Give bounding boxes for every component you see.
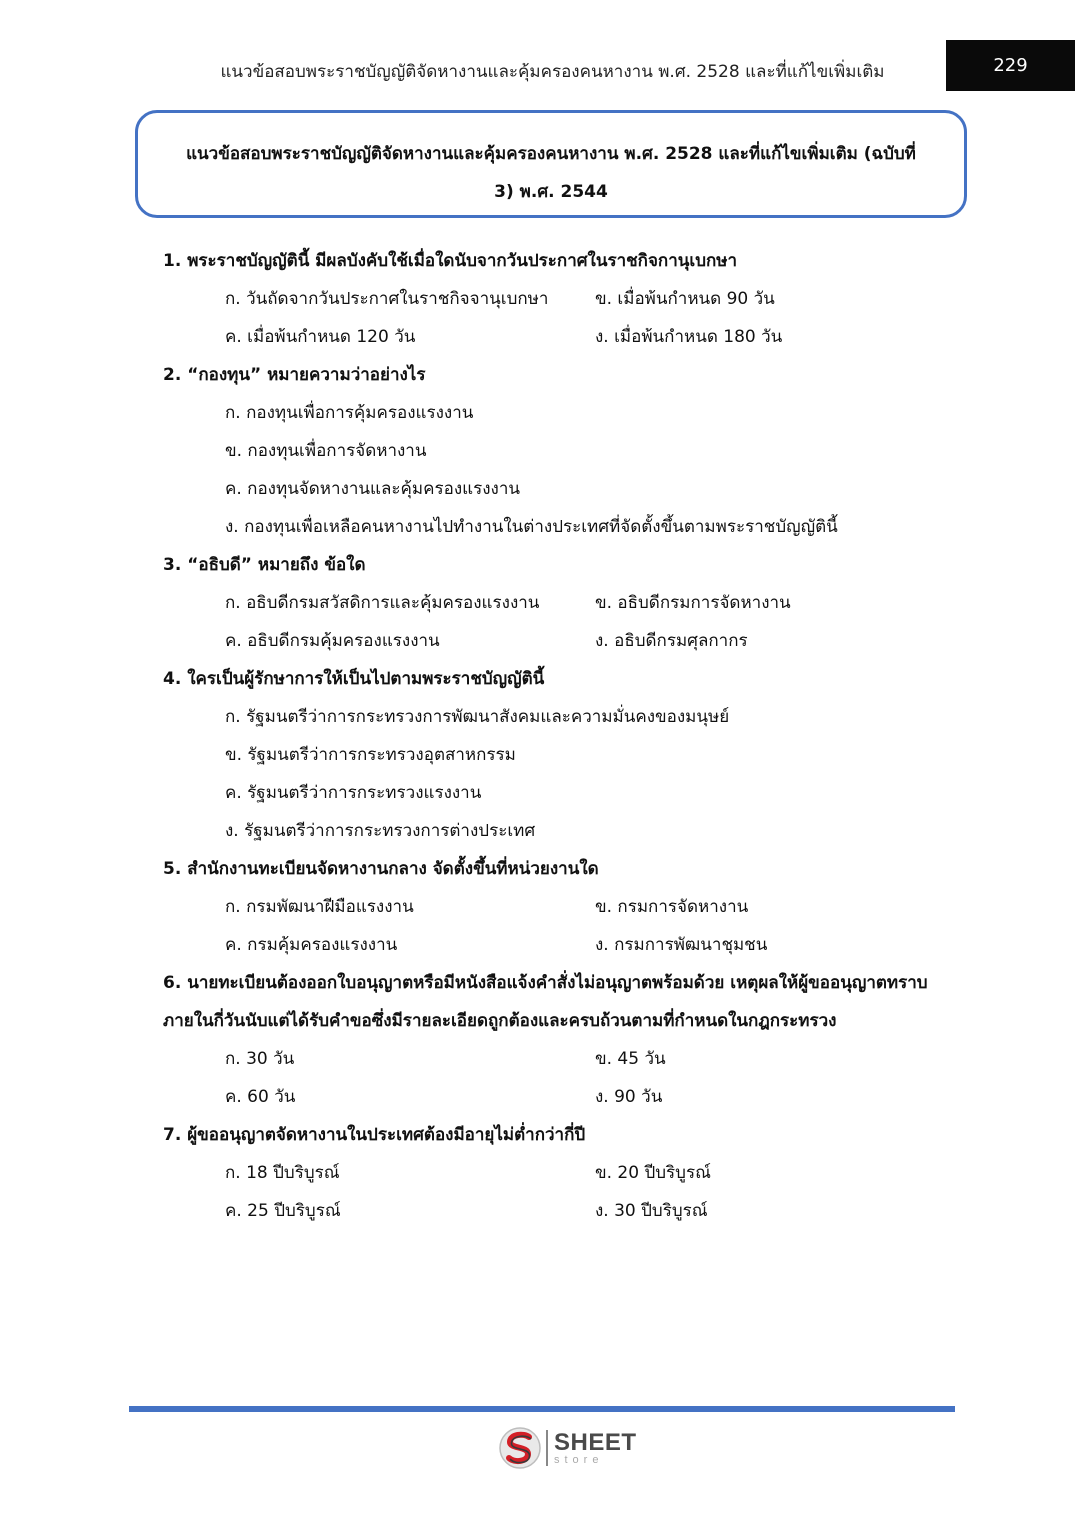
option-d: ง. กองทุนเพื่อเหลือคนหางานไปทำงานในต่างประเทศที่จัดตั้งขึ้นตามพระราชบัญญัตินี้	[225, 517, 838, 537]
option-b: ข. กองทุนเพื่อการจัดหางาน	[225, 441, 427, 461]
option-c: ค. กรมคุ้มครองแรงงาน	[225, 935, 398, 955]
option-a: ก. กองทุนเพื่อการคุ้มครองแรงงาน	[225, 403, 474, 423]
option-d: ง. 30 ปีบริบูรณ์	[595, 1201, 708, 1221]
question-text: 6. นายทะเบียนต้องออกใบอนุญาตหรือมีหนังสือแจ้งคำสั่งไม่อนุญาตพร้อมด้วย เหตุผลให้ผู้ขออนุญาตทราบภายในกี่วันนับแต่ได้รับคำขอซึ่งมีรายละเอียดถูกต้องและครบถ้วนตามที่กำหนดในกฎกระทรวง	[163, 973, 928, 1031]
footer-divider	[129, 1406, 955, 1412]
option-b: ข. รัฐมนตรีว่าการกระทรวงอุตสาหกรรม	[225, 745, 516, 765]
question-1	[163, 242, 963, 356]
logo-separator	[546, 1430, 548, 1466]
option-c: ค. 25 ปีบริบูรณ์	[225, 1201, 341, 1221]
question-3	[163, 546, 963, 660]
option-row	[163, 1078, 963, 1116]
option-a: ก. รัฐมนตรีว่าการกระทรวงการพัฒนาสังคมและความมั่นคงของมนุษย์	[225, 707, 730, 727]
question-4	[163, 660, 963, 850]
question-text: 5. สำนักงานทะเบียนจัดหางานกลาง จัดตั้งขึ้นที่หน่วยงานใด	[163, 859, 599, 879]
option-row	[163, 1154, 963, 1192]
question-7	[163, 1116, 963, 1230]
option-a: ก. วันถัดจากวันประกาศในราชกิจจานุเบกษา	[225, 289, 549, 309]
page-number-box	[946, 40, 1075, 91]
option-b: ข. 20 ปีบริบูรณ์	[595, 1163, 711, 1183]
question-text: 7. ผู้ขออนุญาตจัดหางานในประเทศต้องมีอายุไม่ต่ำกว่ากี่ปี	[163, 1125, 586, 1145]
option-b: ข. อธิบดีกรมการจัดหางาน	[595, 593, 791, 613]
question-text: 2. “กองทุน” หมายความว่าอย่างไร	[163, 365, 426, 385]
logo-name: SHEET	[554, 1428, 637, 1456]
option-b: ข. กรมการจัดหางาน	[595, 897, 749, 917]
option-a: ก. กรมพัฒนาฝีมือแรงงาน	[225, 897, 414, 917]
section-title-line1: แนวข้อสอบพระราชบัญญัติจัดหางานและคุ้มครองคนหางาน พ.ศ. 2528 และที่แก้ไขเพิ่มเติม (ฉบับที่	[186, 144, 916, 164]
option-d: ง. เมื่อพ้นกำหนด 180 วัน	[595, 327, 783, 347]
option-row	[163, 584, 963, 622]
sheet-logo-icon	[498, 1426, 542, 1470]
running-header: แนวข้อสอบพระราชบัญญัติจัดหางานและคุ้มครองคนหางาน พ.ศ. 2528 และที่แก้ไขเพิ่มเติม	[220, 62, 885, 82]
question-5	[163, 850, 963, 964]
option-d: ง. รัฐมนตรีว่าการกระทรวงการต่างประเทศ	[225, 821, 536, 841]
sheet-store-logo	[498, 1426, 637, 1470]
option-a: ก. 30 วัน	[225, 1049, 295, 1069]
option-row	[163, 318, 963, 356]
page-number: 229	[993, 55, 1028, 76]
option-c: ค. อธิบดีกรมคุ้มครองแรงงาน	[225, 631, 440, 651]
logo-sub: store	[554, 1453, 604, 1466]
option-a: ก. 18 ปีบริบูรณ์	[225, 1163, 340, 1183]
question-text: 4. ใครเป็นผู้รักษาการให้เป็นไปตามพระราชบัญญัตินี้	[163, 669, 545, 689]
option-c: ค. เมื่อพ้นกำหนด 120 วัน	[225, 327, 416, 347]
section-title-box	[135, 110, 967, 218]
option-row	[163, 1040, 963, 1078]
option-c: ค. รัฐมนตรีว่าการกระทรวงแรงงาน	[225, 783, 482, 803]
question-text: 3. “อธิบดี” หมายถึง ข้อใด	[163, 555, 366, 575]
section-title-line2: 3) พ.ศ. 2544	[494, 182, 608, 202]
option-row	[163, 926, 963, 964]
logo-text	[554, 1428, 637, 1466]
option-c: ค. กองทุนจัดหางานและคุ้มครองแรงงาน	[225, 479, 520, 499]
option-row	[163, 888, 963, 926]
question-list	[163, 242, 963, 1230]
question-2	[163, 356, 963, 546]
option-b: ข. 45 วัน	[595, 1049, 666, 1069]
option-c: ค. 60 วัน	[225, 1087, 296, 1107]
option-d: ง. 90 วัน	[595, 1087, 663, 1107]
question-6	[163, 964, 963, 1116]
option-d: ง. อธิบดีกรมศุลกากร	[595, 631, 748, 651]
question-text: 1. พระราชบัญญัตินี้ มีผลบังคับใช้เมื่อใดนับจากวันประกาศในราชกิจกานุเบกษา	[163, 251, 738, 271]
option-row	[163, 1192, 963, 1230]
option-row	[163, 280, 963, 318]
option-d: ง. กรมการพัฒนาชุมชน	[595, 935, 768, 955]
option-a: ก. อธิบดีกรมสวัสดิการและคุ้มครองแรงงาน	[225, 593, 540, 613]
option-b: ข. เมื่อพ้นกำหนด 90 วัน	[595, 289, 775, 309]
option-row	[163, 622, 963, 660]
